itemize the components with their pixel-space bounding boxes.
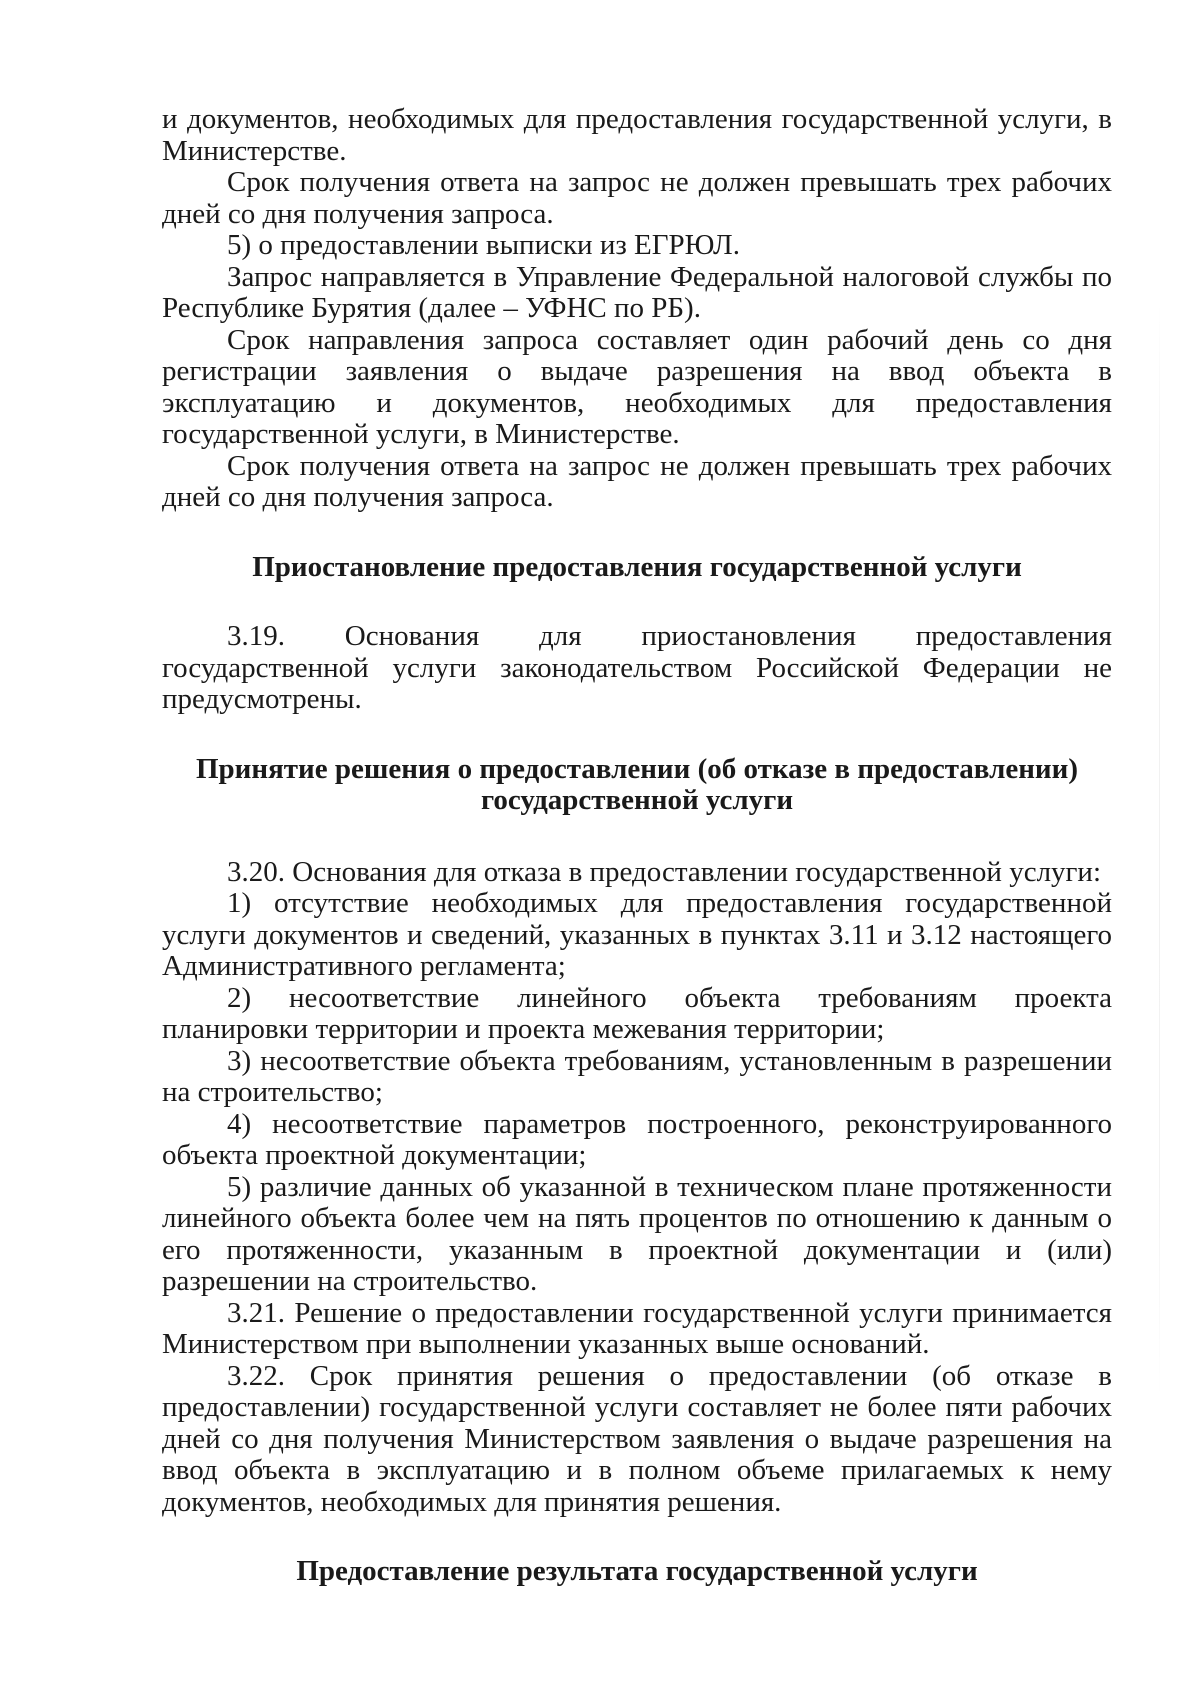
- section-heading-decision: [162, 754, 1112, 817]
- paragraph: 3.22. Срок принятия решения о предоставлении (об отказе в предоставлении) государственной услуги составляет не более пяти рабочих дней со дня получения Министерством заявления о выдаче разрешения на ввод объекта в эксплуатацию и в полном объеме прилагаемых к нему документов, необходимых для принятия решения.: [162, 1359, 1112, 1518]
- section-heading-decision-line1: Принятие решения о предоставлении (об отказе в предоставлении): [196, 752, 1078, 785]
- paragraph: 4) несоответствие параметров построенного, реконструированного объекта проектной документации;: [162, 1107, 1112, 1171]
- paragraph: 2) несоответствие линейного объекта требованиям проекта планировки территории и проекта межевания территории;: [162, 981, 1112, 1045]
- section-heading-suspension: Приостановление предоставления государственной услуги: [252, 550, 1022, 583]
- paragraph: Срок получения ответа на запрос не должен превышать трех рабочих дней со дня получения запроса.: [162, 166, 1112, 230]
- paragraph: 1) отсутствие необходимых для предоставления государственной услуги документов и сведений, указанных в пунктах 3.11 и 3.12 настоящего Административного регламента;: [162, 887, 1112, 982]
- paragraph: и документов, необходимых для предоставления государственной услуги, в Министерстве.: [162, 103, 1112, 167]
- paragraph: 5) различие данных об указанной в техническом плане протяженности линейного объекта более чем на пять процентов по отношению к данным о его протяженности, указанным в проектной документации и (или) разрешении на строительство.: [162, 1170, 1112, 1297]
- paragraph: 3.20. Основания для отказа в предоставлении государственной услуги:: [227, 855, 1102, 888]
- paragraph: 3) несоответствие объекта требованиям, установленным в разрешении на строительство;: [162, 1044, 1112, 1108]
- section-heading-result: Предоставление результата государственной услуги: [296, 1555, 978, 1587]
- paragraph: Срок получения ответа на запрос не должен превышать трех рабочих дней со дня получения запроса.: [162, 449, 1112, 513]
- paragraph: Срок направления запроса составляет один рабочий день со дня регистрации заявления о выдаче разрешения на ввод объекта в эксплуатацию и документов, необходимых для предоставления государственной услуги, в Министерстве.: [162, 323, 1112, 450]
- section-heading-decision-line2: государственной услуги: [480, 784, 794, 816]
- scan-edge-artifact: [1159, 300, 1160, 1400]
- paragraph: 5) о предоставлении выписки из ЕГРЮЛ.: [227, 229, 740, 261]
- paragraph: Запрос направляется в Управление Федеральной налоговой службы по Республике Бурятия (далее – УФНС по РБ).: [162, 260, 1112, 324]
- document-body: [162, 104, 1112, 1588]
- paragraph: 3.21. Решение о предоставлении государственной услуги принимается Министерством при выполнении указанных выше оснований.: [162, 1296, 1112, 1360]
- paragraph: 3.19. Основания для приостановления предоставления государственной услуги законодательством Российской Федерации не предусмотрены.: [162, 620, 1112, 715]
